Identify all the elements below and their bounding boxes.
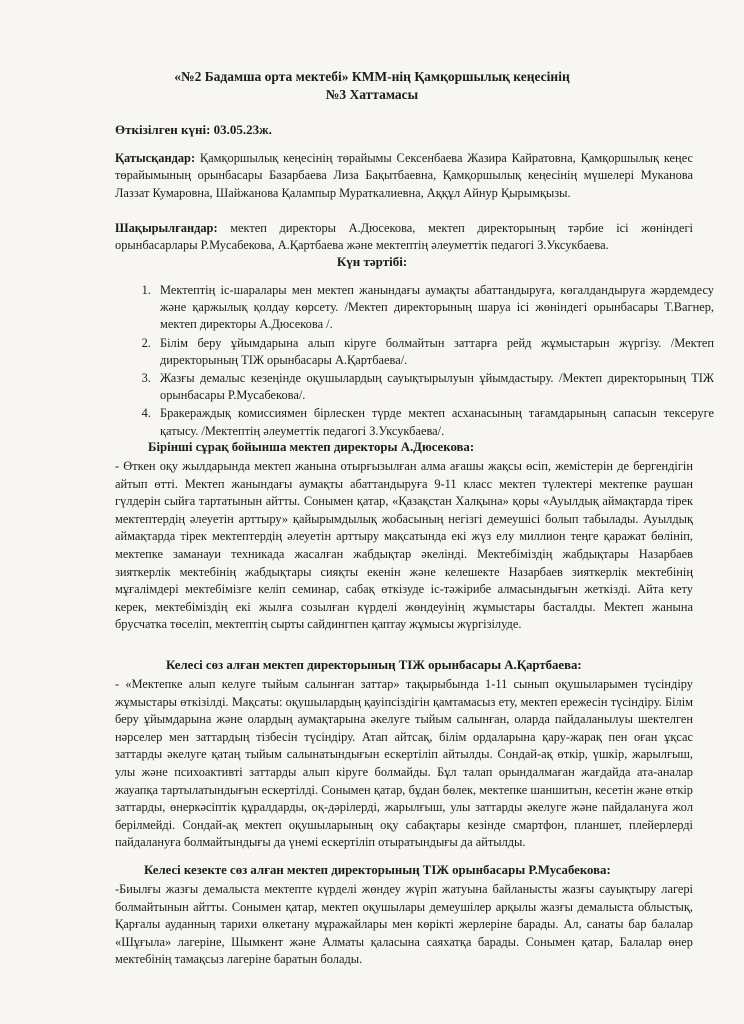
agenda-item: 2. Білім беру ұйымдарына алып кіруге болмайтын заттарға рейд жұмыстарын жүргізу. /Мектеп директорының ТІЖ орынбасары А.Қартбаева/. bbox=[154, 335, 714, 369]
invited-paragraph bbox=[115, 220, 693, 255]
participants-label: Қатысқандар: bbox=[115, 151, 196, 165]
agenda-item: 1. Мектептің іс-шаралары мен мектеп жанындағы аумақты абаттандыруға, көгалдандыруға жәрдемдесу және қаржылық қолдау көрсету. /Мектеп директорының шаруа ісі жөніндегі орынбасары Т.Вагнер, мектеп директоры А.Дюсекова /. bbox=[154, 282, 714, 334]
agenda-list bbox=[132, 282, 714, 441]
title-line-2: №3 Хаттамасы bbox=[325, 87, 419, 102]
section2-text: - «Мектепке алып келуге тыйым салынған заттар» тақырыбында 1-11 сынып оқушыларымен түсіндіру жұмыстары өткізілді. Мақсаты: оқушылардың қауіпсіздігін қамтамасыз ету, мектеп ережесін түсіндіру. Білім беру ұйымдарына және олардың аумақтарына әкелуге тыйым салынған, оларда пайдаланылуы шектелген нәрселер мен заттардың тізбесін түсіндіру. Атап айтсақ, білім ордаларына қару-жарақ пен оған ұқсас заттарды әкелуге қатаң тыйым салынатындығын ескертіліп айтылды. Сондай-ақ өткір, үшкір, жарылғыш, улы және психоактивті заттарды алып кіруге болмайды. Бұл талап орындалмаған жағдайда ата-аналар жауапқа тартылатындығын ескертілді. Сонымен қатар, бұдан бөлек, мектепке шаншитын, кесетін және өткір заттарды, өнеркәсіптік құралдарды, оқ-дәрілерді, жарылғыш, улы заттарды әкелуге және пайдалануға жол берілмейді. Сондай-ақ мектеп оқушыларының оқу сабақтары кезінде смартфон, планшет, плейерлерді пайдалануға болмайтындығы да үнемі ескертіліп отыратындығы да айтылды. bbox=[115, 677, 693, 850]
title-line-1: «№2 Бадамша орта мектебі» КММ-нің Қамқоршылық кеңесінің bbox=[174, 69, 570, 84]
section3-heading: Келесі кезекте сөз алған мектеп директорының ТІЖ орынбасары Р.Мусабекова: bbox=[144, 863, 611, 877]
participants-text: Қамқоршылық кеңесінің төрайымы Сексенбаева Жазира Кайратовна, Қамқоршылық кеңес төрайымының орынбасары Базарбаева Лиза Бақытбаевна, Қамқоршылық кеңесінің мүшелері Муканова Лаззат Кумаровна, Шайжанова Қалампыр Мураткалиевна, Аққұл Айнур Қырымқызы. bbox=[115, 151, 693, 200]
section2-heading: Келесі сөз алған мектеп директорының ТІЖ орынбасары А.Қартбаева: bbox=[166, 658, 582, 672]
invited-label: Шақырылғандар: bbox=[115, 221, 218, 235]
agenda-title: Күн тәртібі: bbox=[336, 254, 408, 269]
meeting-date: Өткізілген күні: 03.05.23ж. bbox=[115, 122, 272, 137]
section1-text: - Өткен оқу жылдарында мектеп жанына отырғызылған алма ағашы жақсы өсіп, жемістерін де бергендігін айтып өтті. Мектеп жанындағы аумақты абаттандыруға 9-11 класс мектеп түлектері мектепке раушан гүлдерін сыйға тартатынын айтты. Сонымен қатар, «Қазақстан Халқына» қоры «Ауылдық аймақтарда тірек мектептердің әлеуетін арттыру» қайырымдылық жобасының негізгі демеушісі болып табылады. Ауылдық аймақтарда тірек мектептердің әлеуетін арттыру мақсатында екі жүз елу миллион теңге қаражат бөлініп, мектепке заманауи техникада жасалған жабдықтар әкелінді. Мектебіміздің жабдықтары Назарбаев зияткерлік мектебінің жабдықтары сияқты екенін және келешекте Назарбаев зияткерлік мектебінің мұғалімдері мектебімізге келіп семинар, сабақ өткізуде іс-тәжірибе алмасындығын жеткізді. Айта кету керек, мектебіміздің екі жылға созылған күрделі жөндеуінің жұмыстары басталды. Мектеп жанына брусчатка төселіп, мектептің сырты сайдингпен қаптау жұмысы жүргізілуде. bbox=[115, 459, 693, 632]
agenda-item: 3. Жазғы демалыс кезеңінде оқушылардың сауықтырылуын ұйымдастыру. /Мектеп директорының ТІЖ орынбасары Р.Мусабекова/. bbox=[154, 370, 714, 404]
participants-paragraph bbox=[115, 150, 693, 202]
section1-heading: Бірінші сұрақ бойынша мектеп директоры А.Дюсекова: bbox=[148, 440, 475, 454]
agenda-item: 4. Бракераждық комиссиямен бірлескен түрде мектеп асханасының тағамдарының сапасын тексеруге қатысу. /Мектептің әлеуметтік педагогі З.Уксукбаева/. bbox=[154, 405, 714, 439]
document-title bbox=[0, 68, 744, 104]
invited-text: мектеп директоры А.Дюсекова, мектеп директорының тәрбие ісі жөніндегі орынбасарлары Р.Мусабекова, А.Қартбаева және мектептің әлеуметтік педагогі З.Уксукбаева. bbox=[115, 221, 693, 253]
section3-text: -Биылғы жазғы демалыста мектепте күрделі жөндеу жүріп жатуына байланысты жазғы сауықтыру лагері болмайтынын айтты. Сонымен қатар, мектеп оқушылары демеушілер арқылы жазғы демалыста облыстық, Қарғалы ауданның тарихи өлкетану мұражайлары мен көрікті жерлеріне барады. Ал, санаты бар балалар «Шұғыла» лагеріне, Шымкент және Алматы қаласына саяхатқа барады. Сонымен қатар, Балалар өнер мектебінің тамақсыз лагеріне баратын болады. bbox=[115, 882, 693, 967]
